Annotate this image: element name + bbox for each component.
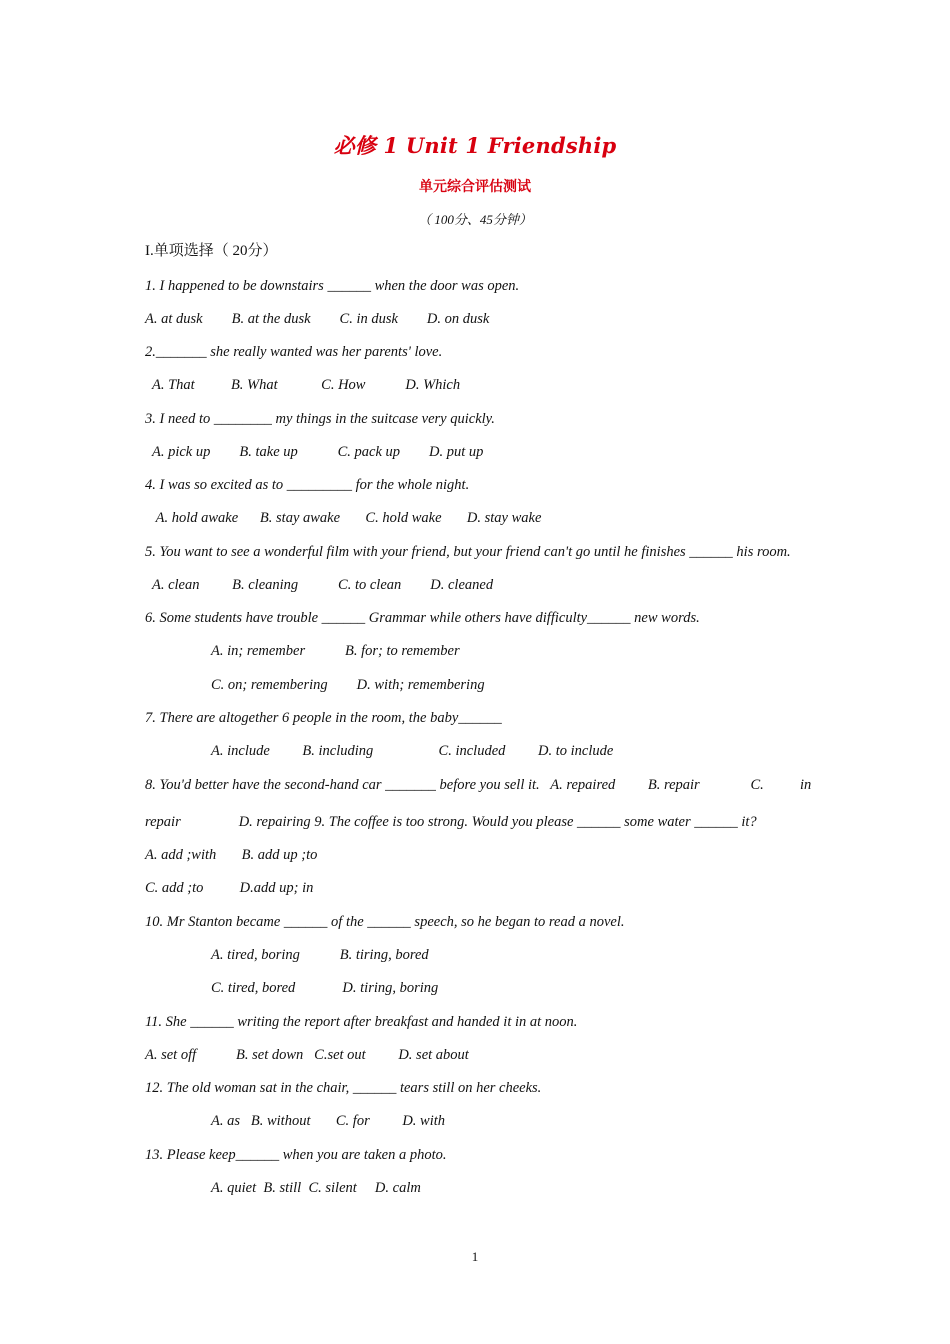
options-line: A. in; remember B. for; to remember: [211, 643, 460, 659]
options-line: A. as B. without C. for D. with: [211, 1113, 446, 1129]
options-line: A. at dusk B. at the dusk C. in dusk D. on dusk: [145, 311, 490, 327]
section-heading: I.单项选择（ 20分）: [145, 243, 278, 259]
options-line: A. set off B. set down C.set out D. set about: [145, 1047, 469, 1063]
options-line: C. add ;to D.add up; in: [145, 880, 314, 896]
options-line: A. include B. including C. included D. to include: [211, 743, 614, 759]
page-title: 必修 1 Unit 1 Friendship: [333, 133, 617, 158]
question-text: 4. I was so excited as to _________ for the whole night.: [145, 477, 470, 493]
question-text: 1. I happened to be downstairs ______ when the door was open.: [145, 278, 520, 294]
question-text: repair D. repairing 9. The coffee is too strong. Would you please ______ some water ______ it?: [145, 814, 757, 830]
page-subtitle: 单元综合评估测试: [419, 179, 531, 195]
question-text: 12. The old woman sat in the chair, ______ tears still on her cheeks.: [145, 1080, 542, 1096]
options-line: A. quiet B. still C. silent D. calm: [211, 1180, 421, 1196]
options-line: C. tired, bored D. tiring, boring: [211, 980, 439, 996]
question-text: 10. Mr Stanton became ______ of the ______ speech, so he began to read a novel.: [145, 914, 625, 930]
options-line: A. hold awake B. stay awake C. hold wake D. stay wake: [145, 510, 542, 526]
question-text: 5. You want to see a wonderful film with your friend, but your friend can't go until he finishes ______ his room.: [145, 544, 791, 560]
question-text: 13. Please keep______ when you are taken a photo.: [145, 1147, 447, 1163]
options-line: A. tired, boring B. tiring, bored: [211, 947, 429, 963]
score-time-note: （ 100分、45分钟）: [418, 212, 532, 227]
question-text: 11. She ______ writing the report after breakfast and handed it in at noon.: [145, 1014, 578, 1030]
question-text: 8. You'd better have the second-hand car _______ before you sell it. A. repaired B. repair C. in: [145, 777, 812, 793]
options-line: A. clean B. cleaning C. to clean D. cleaned: [145, 577, 494, 593]
question-text: 2._______ she really wanted was her parents' love.: [145, 344, 443, 360]
question-text: 3. I need to ________ my things in the suitcase very quickly.: [145, 411, 495, 427]
options-line: C. on; remembering D. with; remembering: [211, 677, 485, 693]
question-text: 7. There are altogether 6 people in the room, the baby______: [145, 710, 502, 726]
question-text: 6. Some students have trouble ______ Grammar while others have difficulty______ new words.: [145, 610, 700, 626]
page-number: 1: [471, 1249, 479, 1264]
options-line: A. add ;with B. add up ;to: [145, 847, 318, 863]
options-line: A. pick up B. take up C. pack up D. put up: [145, 444, 484, 460]
options-line: A. That B. What C. How D. Which: [145, 377, 461, 393]
